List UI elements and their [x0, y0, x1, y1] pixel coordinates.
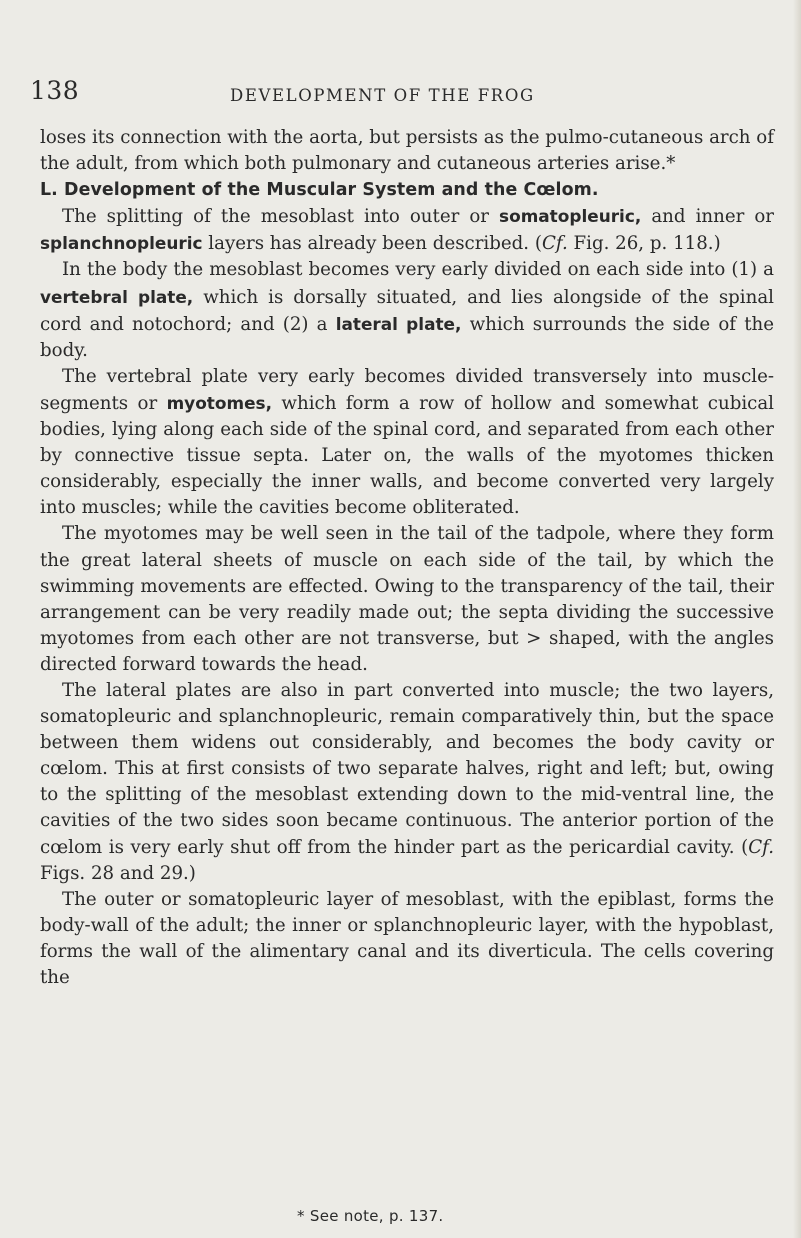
cf-reference: Cf. [541, 233, 568, 255]
page-number: 138 [30, 76, 80, 105]
term-somatopleuric: somatopleuric, [499, 206, 642, 227]
body-text [40, 125, 774, 991]
cf-reference: Cf. [748, 836, 774, 858]
text-run: and inner or [641, 206, 774, 228]
text-run: The splitting of the mesoblast into outer or [62, 206, 500, 228]
paragraph-continuation: loses its connection with the aorta, but persists as the pulmo-cutaneous arch of the adult, from which both pulmonary and cutaneous arteries arise.* [40, 127, 774, 175]
text-run: which is dorsally situated, and lies alongside of the spinal cord and notochord; and (2) a [40, 286, 774, 335]
paragraph-plates [40, 257, 774, 363]
text-run: The lateral plates are also in part converted into muscle; the two layers, somatopleuric and splanchnopleuric, remain comparatively thin, but the space between them widens out considerably, and becomes the body cavity or cœlom. This at first consists of two separate halves, right and left; but, owing to the splitting of the mesoblast extending down to the mid-ventral line, the cavities of the two sides soon became continuous. The anterior portion of the cœlom is very early shut off from the hinder part as the pericardial cavity. ( [40, 679, 774, 858]
text-run: Fig. 26, p. 118.) [567, 233, 721, 255]
text-run: which surrounds the side of the body. [40, 313, 774, 361]
text-run: Figs. 28 and 29.) [40, 862, 196, 884]
footnote: * See note, p. 137. [297, 1207, 444, 1225]
text-run: layers has already been described. ( [202, 233, 542, 255]
term-splanchnopleuric: splanchnopleuric [40, 233, 203, 254]
term-lateral-plate: lateral plate, [335, 313, 462, 334]
term-myotomes: myotomes, [166, 392, 272, 413]
text-run: which form a row of hollow and somewhat cubical bodies, lying along each side of the spinal cord, and separated from each other by connective tissue septa. Later on, the walls of the myotomes thicken considerably, especially the inner walls, and become converted very largely into muscles; while the cavities become obliterated. [40, 392, 774, 519]
running-head: DEVELOPMENT OF THE FROG [230, 86, 535, 105]
term-vertebral-plate: vertebral plate, [40, 286, 194, 307]
paragraph-coelom [40, 678, 774, 887]
text-run: In the body the mesoblast becomes very early divided on each side into (1) a [62, 259, 774, 281]
paragraph-mesoblast-splitting [40, 203, 774, 257]
paragraph-tadpole-tail: The myotomes may be well seen in the tail of the tadpole, where they form the great lateral sheets of muscle on each side of the tail, by which the swimming movements are effected. Owing to the transparency of the tail, their arrangement can be very readily made out; the septa dividing the successive myotomes from each other are not transverse, but > shaped, with the angles directed forward towards the head. [40, 523, 774, 675]
page-edge-shadow [793, 0, 801, 1238]
text-run: The vertebral plate very early becomes divided transversely into muscle-segments or [40, 365, 774, 414]
paragraph-body-wall: The outer or somatopleuric layer of mesoblast, with the epiblast, forms the body-wall of the adult; the inner or splanchnopleuric layer, with the hypoblast, forms the wall of the alimentary canal and its diverticula. The cells covering the [40, 888, 774, 988]
paragraph-myotomes [40, 364, 774, 522]
section-heading: L. Development of the Muscular System and the Cœlom. [40, 180, 599, 201]
